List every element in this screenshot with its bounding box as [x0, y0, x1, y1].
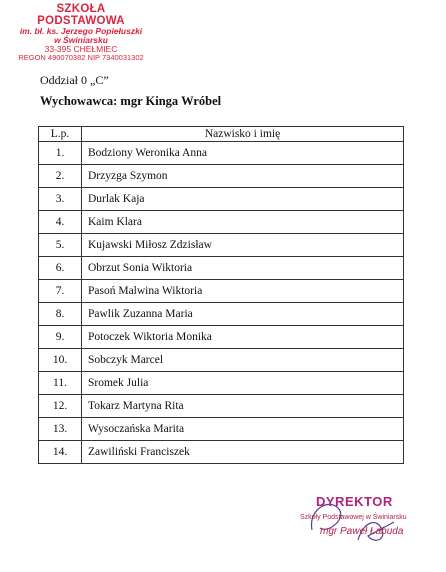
table-row — [39, 188, 404, 211]
row-number: 3. — [39, 188, 82, 211]
row-number: 12. — [39, 395, 82, 418]
student-name: Obrzut Sonia Wiktoria — [82, 257, 404, 280]
student-name: Pawlik Zuzanna Maria — [82, 303, 404, 326]
row-number: 8. — [39, 303, 82, 326]
header-lp: L.p. — [39, 127, 82, 142]
row-number: 4. — [39, 211, 82, 234]
table-row — [39, 418, 404, 441]
director-stamp — [298, 490, 428, 550]
table-row — [39, 165, 404, 188]
row-number: 10. — [39, 349, 82, 372]
student-name: Drzyzga Szymon — [82, 165, 404, 188]
row-number: 13. — [39, 418, 82, 441]
table-row — [39, 349, 404, 372]
stamp-line-patron: im. bł. ks. Jerzego Popiełuszki — [19, 26, 143, 37]
table-row — [39, 234, 404, 257]
row-number: 14. — [39, 441, 82, 464]
student-table — [38, 126, 404, 464]
row-number: 2. — [39, 165, 82, 188]
stamp-line-address: 33-395 CHEŁMIEC — [44, 43, 118, 54]
table-row — [39, 257, 404, 280]
row-number: 7. — [39, 280, 82, 303]
table-row — [39, 326, 404, 349]
student-name: Wysoczańska Marita — [82, 418, 404, 441]
row-number: 5. — [39, 234, 82, 257]
row-number: 6. — [39, 257, 82, 280]
director-title: DYREKTOR — [316, 494, 393, 509]
row-number: 1. — [39, 142, 82, 165]
table-row — [39, 211, 404, 234]
student-name: Tokarz Martyna Rita — [82, 395, 404, 418]
table-row — [39, 395, 404, 418]
student-name: Kaim Klara — [82, 211, 404, 234]
table-row — [39, 441, 404, 464]
student-name: Kujawski Miłosz Zdzisław — [82, 234, 404, 257]
table-header-row — [39, 127, 404, 142]
school-stamp — [12, 3, 150, 62]
student-name: Durlak Kaja — [82, 188, 404, 211]
student-name: Sobczyk Marcel — [82, 349, 404, 372]
table-row — [39, 280, 404, 303]
stamp-line-location: w Świniarsku — [54, 35, 108, 46]
class-label: Oddział 0 „C” — [40, 73, 109, 87]
student-name: Bodziony Weronika Anna — [82, 142, 404, 165]
table-row — [39, 372, 404, 395]
student-name: Potoczek Wiktoria Monika — [82, 326, 404, 349]
stamp-line-ids: REGON 490070382 NIP 7340031302 — [18, 52, 144, 62]
teacher-label: Wychowawca: mgr Kinga Wróbel — [40, 94, 222, 108]
student-name: Zawiliński Franciszek — [82, 441, 404, 464]
student-name: Pasoń Malwina Wiktoria — [82, 280, 404, 303]
student-name: Sromek Julia — [82, 372, 404, 395]
table-row — [39, 303, 404, 326]
header-name: Nazwisko i imię — [82, 127, 404, 142]
director-school: Szkoły Podstawowej w Świniarsku — [300, 514, 407, 521]
row-number: 11. — [39, 372, 82, 395]
table-row — [39, 142, 404, 165]
stamp-line-school: SZKOŁA PODSTAWOWA — [37, 3, 125, 28]
row-number: 9. — [39, 326, 82, 349]
director-name: mgr Paweł Łabuda — [320, 526, 404, 537]
